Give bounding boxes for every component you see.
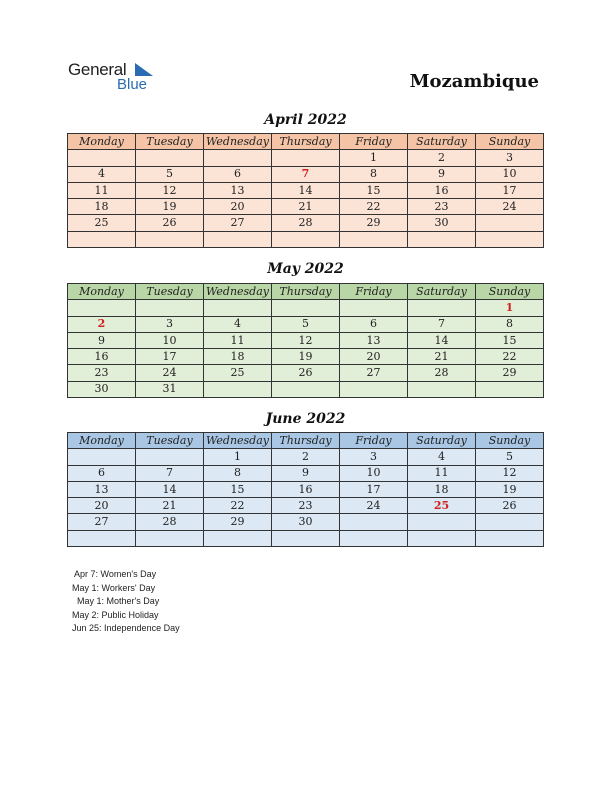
- day-cell: [68, 530, 136, 546]
- day-cell: 27: [204, 215, 272, 231]
- week-row: [68, 300, 544, 316]
- day-cell: 5: [476, 449, 544, 465]
- week-row: [68, 166, 544, 182]
- calendar-june: [67, 432, 544, 547]
- day-cell: [136, 300, 204, 316]
- holiday-note: May 1: Mother's Day: [72, 596, 160, 606]
- weekday-header: Sunday: [476, 134, 544, 150]
- day-cell: 8: [476, 316, 544, 332]
- day-cell: 7: [136, 465, 204, 481]
- day-cell: 5: [272, 316, 340, 332]
- day-cell: [272, 150, 340, 166]
- day-cell: 22: [204, 498, 272, 514]
- day-cell: [68, 231, 136, 247]
- day-cell: 1: [204, 449, 272, 465]
- month-title-june: June 2022: [265, 411, 346, 427]
- week-row: [68, 231, 544, 247]
- week-row: [68, 498, 544, 514]
- day-cell: [136, 231, 204, 247]
- weekday-header: Thursday: [272, 284, 340, 300]
- day-cell: 5: [136, 166, 204, 182]
- day-cell: [272, 300, 340, 316]
- weekday-header: Friday: [340, 284, 408, 300]
- day-cell: 29: [476, 365, 544, 381]
- day-cell: [408, 530, 476, 546]
- day-cell: [340, 514, 408, 530]
- day-cell: 25: [204, 365, 272, 381]
- week-row: [68, 449, 544, 465]
- day-cell: 26: [136, 215, 204, 231]
- day-cell: 30: [408, 215, 476, 231]
- holiday-note: May 1: Workers' Day: [72, 582, 156, 593]
- week-row: [68, 465, 544, 481]
- day-cell: [408, 300, 476, 316]
- day-cell: 29: [204, 514, 272, 530]
- day-cell: [136, 530, 204, 546]
- day-cell: 25: [408, 498, 476, 514]
- day-cell: 24: [340, 498, 408, 514]
- day-cell: 16: [408, 182, 476, 198]
- day-cell: 30: [68, 381, 136, 397]
- day-cell: 10: [340, 465, 408, 481]
- day-cell: [340, 300, 408, 316]
- day-cell: [68, 150, 136, 166]
- day-cell: [204, 150, 272, 166]
- day-cell: 31: [136, 381, 204, 397]
- day-cell: 20: [340, 349, 408, 365]
- day-cell: 17: [340, 481, 408, 497]
- week-row: [68, 215, 544, 231]
- day-cell: [408, 514, 476, 530]
- day-cell: 2: [272, 449, 340, 465]
- day-cell: 3: [476, 150, 544, 166]
- day-cell: 27: [68, 514, 136, 530]
- weekday-header-row: [68, 433, 544, 449]
- weekday-header: Monday: [68, 134, 136, 150]
- day-cell: 6: [340, 316, 408, 332]
- day-cell: 2: [68, 316, 136, 332]
- day-cell: 22: [340, 199, 408, 215]
- day-cell: 9: [272, 465, 340, 481]
- day-cell: 27: [340, 365, 408, 381]
- day-cell: 12: [272, 332, 340, 348]
- day-cell: 24: [476, 199, 544, 215]
- day-cell: 26: [476, 498, 544, 514]
- weekday-header: Thursday: [272, 134, 340, 150]
- day-cell: 11: [68, 182, 136, 198]
- week-row: [68, 150, 544, 166]
- weekday-header-row: [68, 284, 544, 300]
- day-cell: 11: [408, 465, 476, 481]
- day-cell: [136, 449, 204, 465]
- weekday-header: Monday: [68, 284, 136, 300]
- weekday-header: Sunday: [476, 284, 544, 300]
- generalblue-logo: [68, 60, 168, 96]
- day-cell: [476, 514, 544, 530]
- day-cell: 8: [340, 166, 408, 182]
- day-cell: 14: [408, 332, 476, 348]
- week-row: [68, 365, 544, 381]
- day-cell: 16: [68, 349, 136, 365]
- day-cell: 6: [68, 465, 136, 481]
- day-cell: 13: [68, 481, 136, 497]
- day-cell: 30: [272, 514, 340, 530]
- day-cell: 1: [476, 300, 544, 316]
- day-cell: [272, 381, 340, 397]
- day-cell: 10: [136, 332, 204, 348]
- week-row: [68, 332, 544, 348]
- calendar-may: [67, 283, 544, 398]
- weekday-header: Wednesday: [204, 433, 272, 449]
- day-cell: 28: [272, 215, 340, 231]
- weekday-header: Friday: [340, 134, 408, 150]
- day-cell: 24: [136, 365, 204, 381]
- day-cell: 15: [476, 332, 544, 348]
- month-title-may: May 2022: [267, 261, 344, 277]
- day-cell: 13: [340, 332, 408, 348]
- calendar-april: [67, 133, 544, 248]
- day-cell: [408, 381, 476, 397]
- day-cell: 22: [476, 349, 544, 365]
- day-cell: [340, 530, 408, 546]
- weekday-header: Sunday: [476, 433, 544, 449]
- day-cell: [340, 381, 408, 397]
- week-row: [68, 514, 544, 530]
- day-cell: 7: [272, 166, 340, 182]
- day-cell: 4: [204, 316, 272, 332]
- week-row: [68, 349, 544, 365]
- day-cell: [68, 449, 136, 465]
- day-cell: [476, 530, 544, 546]
- weekday-header: Saturday: [408, 433, 476, 449]
- day-cell: 16: [272, 481, 340, 497]
- weekday-header: Tuesday: [136, 433, 204, 449]
- weekday-header: Thursday: [272, 433, 340, 449]
- day-cell: [204, 530, 272, 546]
- day-cell: 21: [136, 498, 204, 514]
- day-cell: 19: [476, 481, 544, 497]
- day-cell: 4: [408, 449, 476, 465]
- day-cell: [476, 381, 544, 397]
- weekday-header: Friday: [340, 433, 408, 449]
- weekday-header: Tuesday: [136, 284, 204, 300]
- week-row: [68, 316, 544, 332]
- day-cell: 19: [272, 349, 340, 365]
- holiday-notes: [72, 568, 180, 636]
- day-cell: [68, 300, 136, 316]
- day-cell: [272, 530, 340, 546]
- holiday-note: Apr 7: Women's Day: [72, 569, 157, 579]
- day-cell: 28: [136, 514, 204, 530]
- day-cell: [476, 231, 544, 247]
- day-cell: 9: [68, 332, 136, 348]
- country-title: Mozambique: [409, 71, 539, 92]
- day-cell: 25: [68, 215, 136, 231]
- day-cell: 21: [408, 349, 476, 365]
- day-cell: 9: [408, 166, 476, 182]
- day-cell: 23: [68, 365, 136, 381]
- week-row: [68, 530, 544, 546]
- day-cell: 2: [408, 150, 476, 166]
- day-cell: 26: [272, 365, 340, 381]
- week-row: [68, 199, 544, 215]
- day-cell: 18: [204, 349, 272, 365]
- weekday-header-row: [68, 134, 544, 150]
- day-cell: 1: [340, 150, 408, 166]
- weekday-header: Wednesday: [204, 134, 272, 150]
- day-cell: [476, 215, 544, 231]
- logo-word-general: General: [68, 60, 127, 79]
- day-cell: 3: [340, 449, 408, 465]
- day-cell: 14: [272, 182, 340, 198]
- holiday-note: May 2: Public Holiday: [72, 609, 159, 620]
- day-cell: 14: [136, 481, 204, 497]
- day-cell: [340, 231, 408, 247]
- day-cell: 28: [408, 365, 476, 381]
- weekday-header: Monday: [68, 433, 136, 449]
- weekday-header: Saturday: [408, 134, 476, 150]
- day-cell: 10: [476, 166, 544, 182]
- logo-word-blue: Blue: [117, 76, 148, 93]
- day-cell: [272, 231, 340, 247]
- day-cell: 11: [204, 332, 272, 348]
- week-row: [68, 381, 544, 397]
- day-cell: 20: [204, 199, 272, 215]
- day-cell: [136, 150, 204, 166]
- day-cell: 17: [136, 349, 204, 365]
- day-cell: 17: [476, 182, 544, 198]
- day-cell: 12: [136, 182, 204, 198]
- day-cell: 13: [204, 182, 272, 198]
- day-cell: 29: [340, 215, 408, 231]
- weekday-header: Saturday: [408, 284, 476, 300]
- day-cell: [204, 231, 272, 247]
- day-cell: 15: [204, 481, 272, 497]
- day-cell: 21: [272, 199, 340, 215]
- day-cell: 3: [136, 316, 204, 332]
- holiday-note: Jun 25: Independence Day: [72, 623, 180, 633]
- day-cell: 6: [204, 166, 272, 182]
- day-cell: 8: [204, 465, 272, 481]
- month-title-april: April 2022: [264, 112, 347, 128]
- day-cell: [204, 300, 272, 316]
- day-cell: 18: [68, 199, 136, 215]
- day-cell: [204, 381, 272, 397]
- day-cell: 15: [340, 182, 408, 198]
- day-cell: 19: [136, 199, 204, 215]
- weekday-header: Tuesday: [136, 134, 204, 150]
- day-cell: 12: [476, 465, 544, 481]
- week-row: [68, 481, 544, 497]
- day-cell: 7: [408, 316, 476, 332]
- day-cell: 23: [272, 498, 340, 514]
- day-cell: 20: [68, 498, 136, 514]
- day-cell: 18: [408, 481, 476, 497]
- weekday-header: Wednesday: [204, 284, 272, 300]
- week-row: [68, 182, 544, 198]
- day-cell: 4: [68, 166, 136, 182]
- day-cell: [408, 231, 476, 247]
- day-cell: 23: [408, 199, 476, 215]
